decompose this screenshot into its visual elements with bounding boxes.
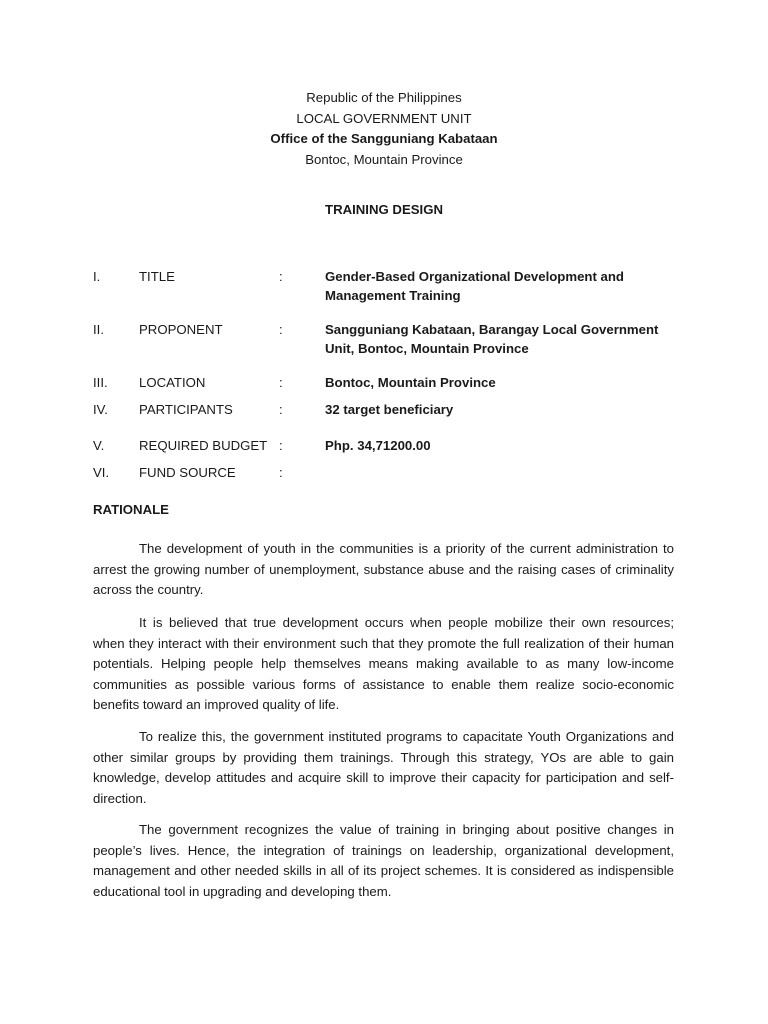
rationale-paragraph: The development of youth in the communities is a priority of the current administration to arrest the growing number of unemployment, substance abuse and the raising cases of criminality across the country. [93,541,674,597]
info-number: I. [93,269,101,284]
info-colon: : [279,402,283,417]
rationale-paragraph: The government recognizes the value of training in bringing about positive changes in people’s lives. Hence, the integration of trainings on leadership, organizational development, management and other needed skills in all of its project schemes. It is considered as indispensible educational tool in upgrading and developing them. [93,822,674,899]
letterhead [0,88,768,170]
info-colon: : [279,375,283,390]
info-number: II. [93,322,104,337]
header-country: Republic of the Philippines [306,90,462,105]
info-label: FUND SOURCE [139,465,236,480]
info-colon: : [279,465,283,480]
info-value: Sangguniang Kabataan, Barangay Local Government Unit, Bontoc, Mountain Province [325,322,659,356]
rationale-paragraph: To realize this, the government instituted programs to capacitate Youth Organizations and other similar groups by providing them trainings. Through this strategy, YOs are able to gain knowledge, develop attitudes and acquire skill to improve their capacity for participation and self-direction. [93,729,674,806]
header-office: Office of the Sangguniang Kabataan [270,131,498,146]
document-title: TRAINING DESIGN [325,202,443,217]
info-label: LOCATION [139,375,206,390]
info-number: III. [93,375,108,390]
info-value: Bontoc, Mountain Province [325,375,496,390]
info-colon: : [279,438,283,453]
info-value: Gender-Based Organizational Development and Management Training [325,269,624,303]
info-label: PROPONENT [139,322,223,337]
info-value: 32 target beneficiary [325,402,454,417]
info-label: TITLE [139,269,175,284]
info-number: IV. [93,402,108,417]
info-value: Php. 34,71200.00 [325,438,431,453]
header-lgu: LOCAL GOVERNMENT UNIT [296,110,472,126]
info-number: VI. [93,465,110,480]
info-colon: : [279,269,283,284]
info-colon: : [279,322,283,337]
header-location: Bontoc, Mountain Province [305,151,463,167]
info-label: PARTICIPANTS [139,402,233,417]
info-label: REQUIRED BUDGET [139,438,268,453]
rationale-paragraph: It is believed that true development occurs when people mobilize their own resources; when they interact with their environment such that they promote the full realization of their human potentials. Helping people help themselves means making available to as many low-income communities as possible various forms of assistance to enable them realize socio-economic benefits toward an improved quality of life. [93,615,674,712]
rationale-heading: RATIONALE [93,502,169,517]
info-number: V. [93,438,105,453]
